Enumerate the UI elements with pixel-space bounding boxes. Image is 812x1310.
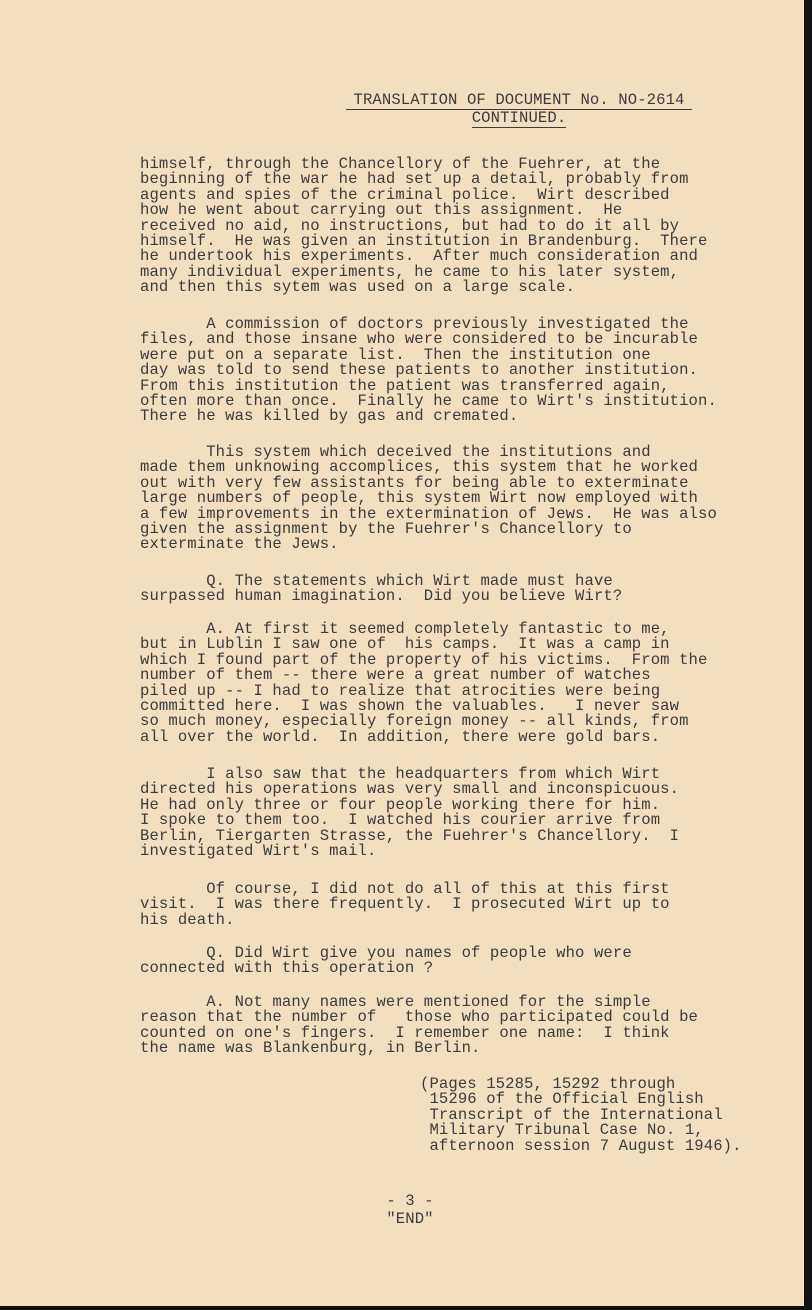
text-line: counted on one's fingers. I remember one name: I think: [140, 1023, 670, 1042]
text-line: and then this sytem was used on a large scale.: [140, 278, 576, 297]
paragraph-5: [140, 882, 760, 928]
answer-2: [140, 995, 760, 1057]
text-line: There he was killed by gas and cremated.: [140, 407, 519, 426]
text-line: how he went about carrying out this assignment. He: [140, 201, 623, 220]
text-line: were put on a separate list. Then the institution one: [140, 345, 651, 364]
text-line: often more than once. Finally he came to Wirt's institution.: [140, 392, 717, 411]
text-line: day was told to send these patients to another institution.: [140, 361, 699, 380]
paragraph-3: [140, 445, 760, 553]
text-line: I spoke to them too. I watched his courier arrive from: [140, 811, 661, 830]
text-line: himself, through the Chancellory of the Fuehrer, at the: [140, 155, 661, 173]
text-line: A. At first it seemed completely fantastic to me,: [140, 620, 670, 638]
citation-line: Military Tribunal Case No. 1,: [420, 1121, 704, 1140]
text-line: Berlin, Tiergarten Strasse, the Fuehrer's Chancellory. I: [140, 826, 680, 845]
citation-line: 15296 of the Official English: [420, 1090, 704, 1109]
text-line: received no aid, no instructions, but had to do it all by: [140, 216, 680, 235]
text-line: exterminate the Jews.: [140, 535, 339, 554]
text-line: out with very few assistants for being able to exterminate: [140, 473, 689, 492]
text-line: Of course, I did not do all of this at this first: [140, 880, 670, 898]
text-line: beginning of the war he had set up a detail, probably from: [140, 170, 689, 189]
text-line: From this institution the patient was transferred again,: [140, 376, 670, 395]
text-line: made them unknowing accomplices, this system that he worked: [140, 458, 699, 477]
paragraph-4: [140, 767, 760, 859]
header-title: TRANSLATION OF DOCUMENT No. NO-2614: [346, 92, 692, 110]
text-line: connected with this operation ?: [140, 959, 434, 978]
text-line: visit. I was there frequently. I prosecuted Wirt up to: [140, 895, 670, 914]
text-line: A. Not many names were mentioned for the simple: [140, 993, 651, 1011]
text-line: he undertook his experiments. After much consideration and: [140, 247, 699, 266]
document-header: [346, 92, 692, 128]
end-mark: "END": [386, 1210, 434, 1228]
text-line: directed his operations was very small and inconspicuous.: [140, 780, 680, 799]
text-line: his death.: [140, 910, 235, 929]
text-line: many individual experiments, he came to his later system,: [140, 262, 680, 281]
answer-1: [140, 622, 760, 745]
text-line: piled up -- I had to realize that atrocities were being: [140, 681, 661, 700]
text-line: agents and spies of the criminal police. Wirt described: [140, 185, 670, 204]
text-line: a few improvements in the extermination of Jews. He was also: [140, 504, 717, 523]
page-number: - 3 -: [386, 1192, 434, 1210]
text-line: large numbers of people, this system Wirt now employed with: [140, 489, 699, 508]
text-line: Q. Did Wirt give you names of people who were: [140, 944, 632, 962]
text-line: but in Lublin I saw one of his camps. It was a camp in: [140, 635, 670, 654]
text-line: so much money, especially foreign money -- all kinds, from: [140, 712, 689, 731]
text-line: which I found part of the property of his victims. From the: [140, 650, 708, 669]
scan-edge-bottom: [0, 1306, 812, 1310]
header-subtitle: CONTINUED.: [471, 109, 567, 127]
text-line: all over the world. In addition, there were gold bars.: [140, 727, 661, 746]
text-line: the name was Blankenburg, in Berlin.: [140, 1039, 481, 1058]
text-line: investigated Wirt's mail.: [140, 842, 377, 861]
question-2: [140, 946, 760, 977]
citation-line: (Pages 15285, 15292 through: [420, 1075, 676, 1093]
source-citation: [420, 1077, 760, 1154]
text-line: Q. The statements which Wirt made must have: [140, 572, 613, 590]
text-line: This system which deceived the institutions and: [140, 443, 651, 461]
text-line: himself. He was given an institution in Brandenburg. There: [140, 232, 708, 251]
text-line: number of them -- there were a great number of watches: [140, 666, 651, 685]
text-line: I also saw that the headquarters from which Wirt: [140, 765, 661, 783]
text-line: surpassed human imagination. Did you believe Wirt?: [140, 587, 623, 606]
citation-line: Transcript of the International: [420, 1105, 723, 1124]
text-line: A commission of doctors previously investigated the: [140, 315, 689, 333]
text-line: committed here. I was shown the valuables. I never saw: [140, 697, 680, 716]
citation-line: afternoon session 7 August 1946).: [420, 1136, 742, 1155]
scan-edge-right: [804, 0, 812, 1310]
text-line: He had only three or four people working there for him.: [140, 795, 661, 814]
paragraph-1: [140, 157, 760, 296]
text-line: reason that the number of those who participated could be: [140, 1008, 699, 1027]
text-line: given the assignment by the Fuehrer's Chancellory to: [140, 520, 632, 539]
question-1: [140, 574, 760, 605]
text-line: files, and those insane who were considered to be incurable: [140, 330, 699, 349]
paragraph-2: [140, 317, 760, 425]
